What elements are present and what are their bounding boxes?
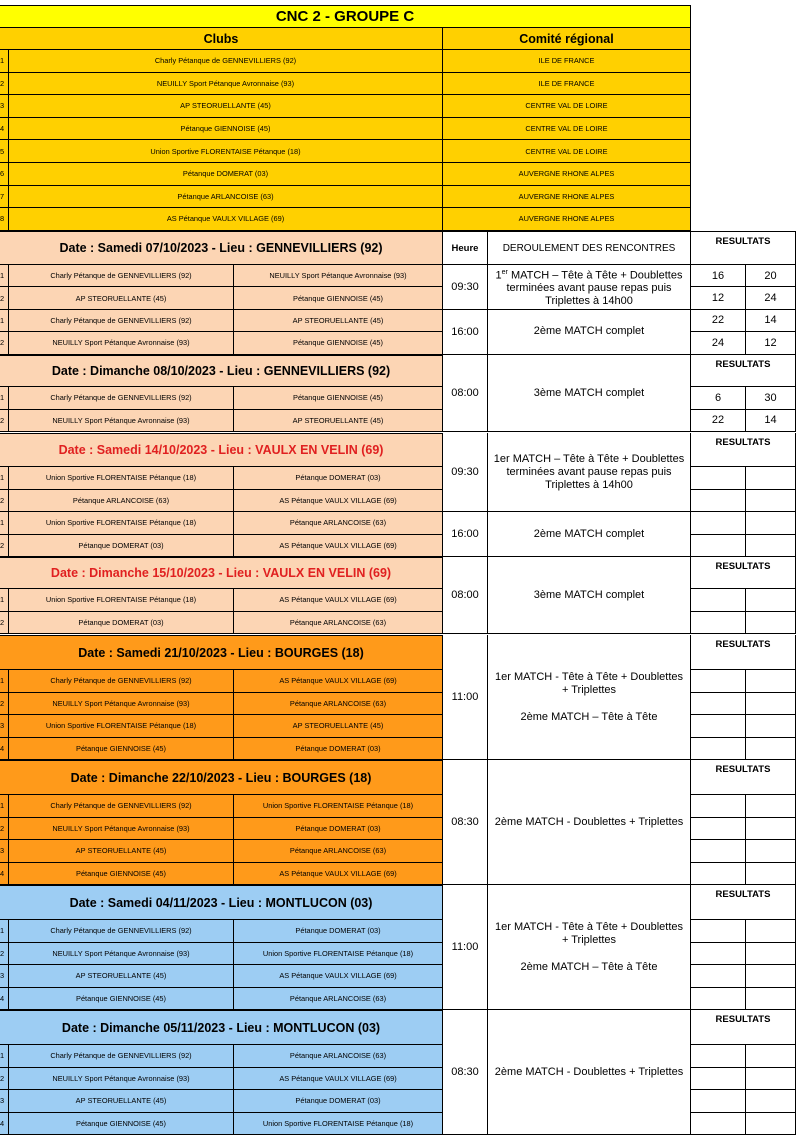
score-away: [746, 467, 796, 490]
club-name: AP STEORUELLANTE (45): [9, 95, 443, 118]
team-away: Pétanque ARLANCOISE (63): [234, 988, 443, 1011]
team-away: Union Sportive FLORENTAISE Pétanque (18): [234, 1113, 443, 1135]
match-description: 2ème MATCH - Doublettes + Triplettes: [488, 1010, 691, 1135]
team-home: AP STEORUELLANTE (45): [9, 840, 234, 863]
match-time: 11:00: [443, 635, 488, 760]
team-away: Pétanque DOMERAT (03): [234, 467, 443, 490]
heure-header: Heure: [443, 231, 488, 265]
section-date-header: Date : Samedi 14/10/2023 - Lieu : VAULX EN VELIN (69): [0, 433, 443, 467]
resultats-label: RESULTATS: [691, 231, 796, 265]
resultats-label: RESULTATS: [691, 557, 796, 589]
team-home: Pétanque GIENNOISE (45): [9, 988, 234, 1011]
club-name: Pétanque ARLANCOISE (63): [9, 186, 443, 209]
match-number: 1: [0, 589, 9, 612]
match-number: 2: [0, 490, 9, 513]
score-away: [746, 738, 796, 761]
score-away: [746, 818, 796, 841]
score-away: [746, 1090, 796, 1113]
resultats-label: RESULTATS: [691, 433, 796, 467]
match-time: 16:00: [443, 512, 488, 557]
match-number: 4: [0, 863, 9, 886]
match-number: 2: [0, 612, 9, 635]
score-home: 22: [691, 410, 746, 433]
team-away: AS Pétanque VAULX VILLAGE (69): [234, 1068, 443, 1091]
team-away: NEUILLY Sport Pétanque Avronnaise (93): [234, 265, 443, 287]
score-away: 14: [746, 310, 796, 332]
club-number: 6: [0, 163, 9, 186]
section-date-header: Date : Samedi 07/10/2023 - Lieu : GENNEVILLIERS (92): [0, 231, 443, 265]
club-comite: AUVERGNE RHONE ALPES: [443, 208, 691, 231]
page-title: CNC 2 - GROUPE C: [0, 5, 691, 28]
team-home: NEUILLY Sport Pétanque Avronnaise (93): [9, 693, 234, 716]
score-home: [691, 863, 746, 886]
match-number: 2: [0, 410, 9, 433]
club-comite: CENTRE VAL DE LOIRE: [443, 118, 691, 141]
score-away: 20: [746, 265, 796, 287]
score-home: [691, 965, 746, 988]
match-number: 1: [0, 387, 9, 410]
team-away: AP STEORUELLANTE (45): [234, 715, 443, 738]
score-away: [746, 840, 796, 863]
club-number: 8: [0, 208, 9, 231]
match-time: 08:30: [443, 760, 488, 885]
score-away: [746, 965, 796, 988]
club-comite: AUVERGNE RHONE ALPES: [443, 186, 691, 209]
score-home: [691, 715, 746, 738]
match-number: 1: [0, 310, 9, 332]
resultats-label: RESULTATS: [691, 885, 796, 920]
match-number: 2: [0, 535, 9, 558]
club-name: NEUILLY Sport Pétanque Avronnaise (93): [9, 73, 443, 96]
team-away: Pétanque ARLANCOISE (63): [234, 693, 443, 716]
team-home: Pétanque GIENNOISE (45): [9, 863, 234, 886]
team-home: Charly Pétanque de GENNEVILLIERS (92): [9, 670, 234, 693]
match-number: 2: [0, 818, 9, 841]
score-away: [746, 1068, 796, 1091]
score-home: [691, 943, 746, 966]
team-away: AS Pétanque VAULX VILLAGE (69): [234, 490, 443, 513]
score-home: [691, 467, 746, 490]
match-number: 4: [0, 988, 9, 1011]
team-home: Charly Pétanque de GENNEVILLIERS (92): [9, 310, 234, 332]
score-away: [746, 1113, 796, 1135]
score-home: [691, 920, 746, 943]
team-away: Pétanque ARLANCOISE (63): [234, 1045, 443, 1068]
team-home: Pétanque GIENNOISE (45): [9, 738, 234, 761]
section-date-header: Date : Dimanche 15/10/2023 - Lieu : VAULX EN VELIN (69): [0, 557, 443, 589]
score-away: 12: [746, 332, 796, 354]
team-away: AS Pétanque VAULX VILLAGE (69): [234, 670, 443, 693]
score-home: 6: [691, 387, 746, 410]
match-number: 4: [0, 1113, 9, 1135]
match-time: 09:30: [443, 265, 488, 310]
club-number: 2: [0, 73, 9, 96]
clubs-header: Clubs: [0, 28, 443, 50]
match-number: 2: [0, 943, 9, 966]
team-home: Pétanque ARLANCOISE (63): [9, 490, 234, 513]
resultats-label: RESULTATS: [691, 760, 796, 795]
team-home: AP STEORUELLANTE (45): [9, 965, 234, 988]
club-number: 3: [0, 95, 9, 118]
score-home: [691, 612, 746, 635]
score-home: [691, 693, 746, 716]
match-number: 1: [0, 1045, 9, 1068]
match-description: 3ème MATCH complet: [488, 557, 691, 634]
comite-header: Comité régional: [443, 28, 691, 50]
team-home: Union Sportive FLORENTAISE Pétanque (18): [9, 715, 234, 738]
score-home: [691, 818, 746, 841]
score-home: [691, 988, 746, 1011]
score-away: [746, 512, 796, 535]
score-home: [691, 1113, 746, 1135]
resultats-label: RESULTATS: [691, 355, 796, 387]
match-time: 08:30: [443, 1010, 488, 1135]
match-description: 1er MATCH – Tête à Tête + Doublettes terminées avant pause repas puis Triplettes à 14h00: [488, 265, 691, 310]
team-home: Pétanque DOMERAT (03): [9, 612, 234, 635]
match-number: 2: [0, 287, 9, 309]
match-number: 2: [0, 1068, 9, 1091]
club-comite: ILE DE FRANCE: [443, 50, 691, 73]
team-home: Charly Pétanque de GENNEVILLIERS (92): [9, 920, 234, 943]
score-away: 14: [746, 410, 796, 433]
team-away: AP STEORUELLANTE (45): [234, 310, 443, 332]
team-away: Pétanque ARLANCOISE (63): [234, 512, 443, 535]
score-away: [746, 988, 796, 1011]
score-home: [691, 1090, 746, 1113]
score-home: 22: [691, 310, 746, 332]
score-away: [746, 795, 796, 818]
team-home: NEUILLY Sport Pétanque Avronnaise (93): [9, 410, 234, 433]
club-name: Union Sportive FLORENTAISE Pétanque (18): [9, 140, 443, 163]
section-date-header: Date : Samedi 21/10/2023 - Lieu : BOURGES (18): [0, 635, 443, 670]
match-number: 1: [0, 920, 9, 943]
team-home: AP STEORUELLANTE (45): [9, 287, 234, 309]
team-away: Pétanque GIENNOISE (45): [234, 287, 443, 309]
team-away: Pétanque ARLANCOISE (63): [234, 840, 443, 863]
club-name: AS Pétanque VAULX VILLAGE (69): [9, 208, 443, 231]
score-home: [691, 1068, 746, 1091]
match-description: 1er MATCH - Tête à Tête + Doublettes + Triplettes 2ème MATCH – Tête à Tête: [488, 885, 691, 1010]
score-away: [746, 920, 796, 943]
score-home: [691, 795, 746, 818]
club-comite: AUVERGNE RHONE ALPES: [443, 163, 691, 186]
team-away: Pétanque DOMERAT (03): [234, 818, 443, 841]
team-home: NEUILLY Sport Pétanque Avronnaise (93): [9, 943, 234, 966]
club-number: 4: [0, 118, 9, 141]
team-home: Charly Pétanque de GENNEVILLIERS (92): [9, 265, 234, 287]
match-number: 3: [0, 715, 9, 738]
team-away: Pétanque ARLANCOISE (63): [234, 612, 443, 635]
club-name: Pétanque DOMERAT (03): [9, 163, 443, 186]
score-away: [746, 943, 796, 966]
team-away: Pétanque GIENNOISE (45): [234, 332, 443, 354]
team-home: NEUILLY Sport Pétanque Avronnaise (93): [9, 1068, 234, 1091]
resultats-label: RESULTATS: [691, 635, 796, 670]
team-away: AS Pétanque VAULX VILLAGE (69): [234, 535, 443, 558]
match-number: 1: [0, 467, 9, 490]
team-home: Charly Pétanque de GENNEVILLIERS (92): [9, 1045, 234, 1068]
team-home: Union Sportive FLORENTAISE Pétanque (18): [9, 467, 234, 490]
team-home: Pétanque DOMERAT (03): [9, 535, 234, 558]
score-home: [691, 738, 746, 761]
club-name: Charly Pétanque de GENNEVILLIERS (92): [9, 50, 443, 73]
match-description: 1er MATCH - Tête à Tête + Doublettes + Triplettes 2ème MATCH – Tête à Tête: [488, 635, 691, 760]
section-date-header: Date : Samedi 04/11/2023 - Lieu : MONTLUCON (03): [0, 885, 443, 920]
section-date-header: Date : Dimanche 08/10/2023 - Lieu : GENNEVILLIERS (92): [0, 355, 443, 387]
resultats-label: RESULTATS: [691, 1010, 796, 1045]
match-time: 08:00: [443, 557, 488, 634]
score-away: 24: [746, 287, 796, 309]
score-home: [691, 512, 746, 535]
score-away: [746, 612, 796, 635]
score-away: [746, 589, 796, 612]
score-home: 16: [691, 265, 746, 287]
score-home: [691, 670, 746, 693]
club-number: 7: [0, 186, 9, 209]
club-name: Pétanque GIENNOISE (45): [9, 118, 443, 141]
team-away: Pétanque DOMERAT (03): [234, 738, 443, 761]
team-home: AP STEORUELLANTE (45): [9, 1090, 234, 1113]
club-comite: CENTRE VAL DE LOIRE: [443, 140, 691, 163]
score-away: [746, 863, 796, 886]
match-number: 2: [0, 693, 9, 716]
score-away: 30: [746, 387, 796, 410]
match-number: 3: [0, 965, 9, 988]
team-home: NEUILLY Sport Pétanque Avronnaise (93): [9, 332, 234, 354]
match-description: 1er MATCH – Tête à Tête + Doublettes terminées avant pause repas puis Triplettes à 14h00: [488, 433, 691, 512]
score-home: [691, 589, 746, 612]
deroulement-header: DEROULEMENT DES RENCONTRES: [488, 231, 691, 265]
team-away: Union Sportive FLORENTAISE Pétanque (18): [234, 943, 443, 966]
score-away: [746, 715, 796, 738]
match-time: 16:00: [443, 310, 488, 355]
section-date-header: Date : Dimanche 22/10/2023 - Lieu : BOURGES (18): [0, 760, 443, 795]
match-number: 1: [0, 795, 9, 818]
match-description: 2ème MATCH complet: [488, 310, 691, 355]
team-away: Pétanque GIENNOISE (45): [234, 387, 443, 410]
match-description: 2ème MATCH complet: [488, 512, 691, 557]
score-home: [691, 840, 746, 863]
team-away: Union Sportive FLORENTAISE Pétanque (18): [234, 795, 443, 818]
match-number: 2: [0, 332, 9, 354]
match-time: 11:00: [443, 885, 488, 1010]
team-home: Pétanque GIENNOISE (45): [9, 1113, 234, 1135]
team-home: Charly Pétanque de GENNEVILLIERS (92): [9, 387, 234, 410]
team-away: Pétanque DOMERAT (03): [234, 920, 443, 943]
score-home: 12: [691, 287, 746, 309]
club-number: 1: [0, 50, 9, 73]
match-number: 1: [0, 670, 9, 693]
score-away: [746, 1045, 796, 1068]
team-home: Union Sportive FLORENTAISE Pétanque (18): [9, 589, 234, 612]
score-home: 24: [691, 332, 746, 354]
match-number: 1: [0, 512, 9, 535]
match-time: 09:30: [443, 433, 488, 512]
score-away: [746, 535, 796, 558]
section-date-header: Date : Dimanche 05/11/2023 - Lieu : MONTLUCON (03): [0, 1010, 443, 1045]
score-home: [691, 490, 746, 513]
match-description: 2ème MATCH - Doublettes + Triplettes: [488, 760, 691, 885]
match-description: 3ème MATCH complet: [488, 355, 691, 432]
team-away: AP STEORUELLANTE (45): [234, 410, 443, 433]
club-comite: ILE DE FRANCE: [443, 73, 691, 96]
team-away: AS Pétanque VAULX VILLAGE (69): [234, 863, 443, 886]
score-away: [746, 490, 796, 513]
club-comite: CENTRE VAL DE LOIRE: [443, 95, 691, 118]
match-number: 1: [0, 265, 9, 287]
team-away: Pétanque DOMERAT (03): [234, 1090, 443, 1113]
club-number: 5: [0, 140, 9, 163]
team-home: Union Sportive FLORENTAISE Pétanque (18): [9, 512, 234, 535]
team-home: NEUILLY Sport Pétanque Avronnaise (93): [9, 818, 234, 841]
score-home: [691, 535, 746, 558]
match-number: 3: [0, 1090, 9, 1113]
match-number: 4: [0, 738, 9, 761]
score-home: [691, 1045, 746, 1068]
match-number: 3: [0, 840, 9, 863]
team-away: AS Pétanque VAULX VILLAGE (69): [234, 965, 443, 988]
match-time: 08:00: [443, 355, 488, 432]
team-away: AS Pétanque VAULX VILLAGE (69): [234, 589, 443, 612]
team-home: Charly Pétanque de GENNEVILLIERS (92): [9, 795, 234, 818]
score-away: [746, 670, 796, 693]
score-away: [746, 693, 796, 716]
